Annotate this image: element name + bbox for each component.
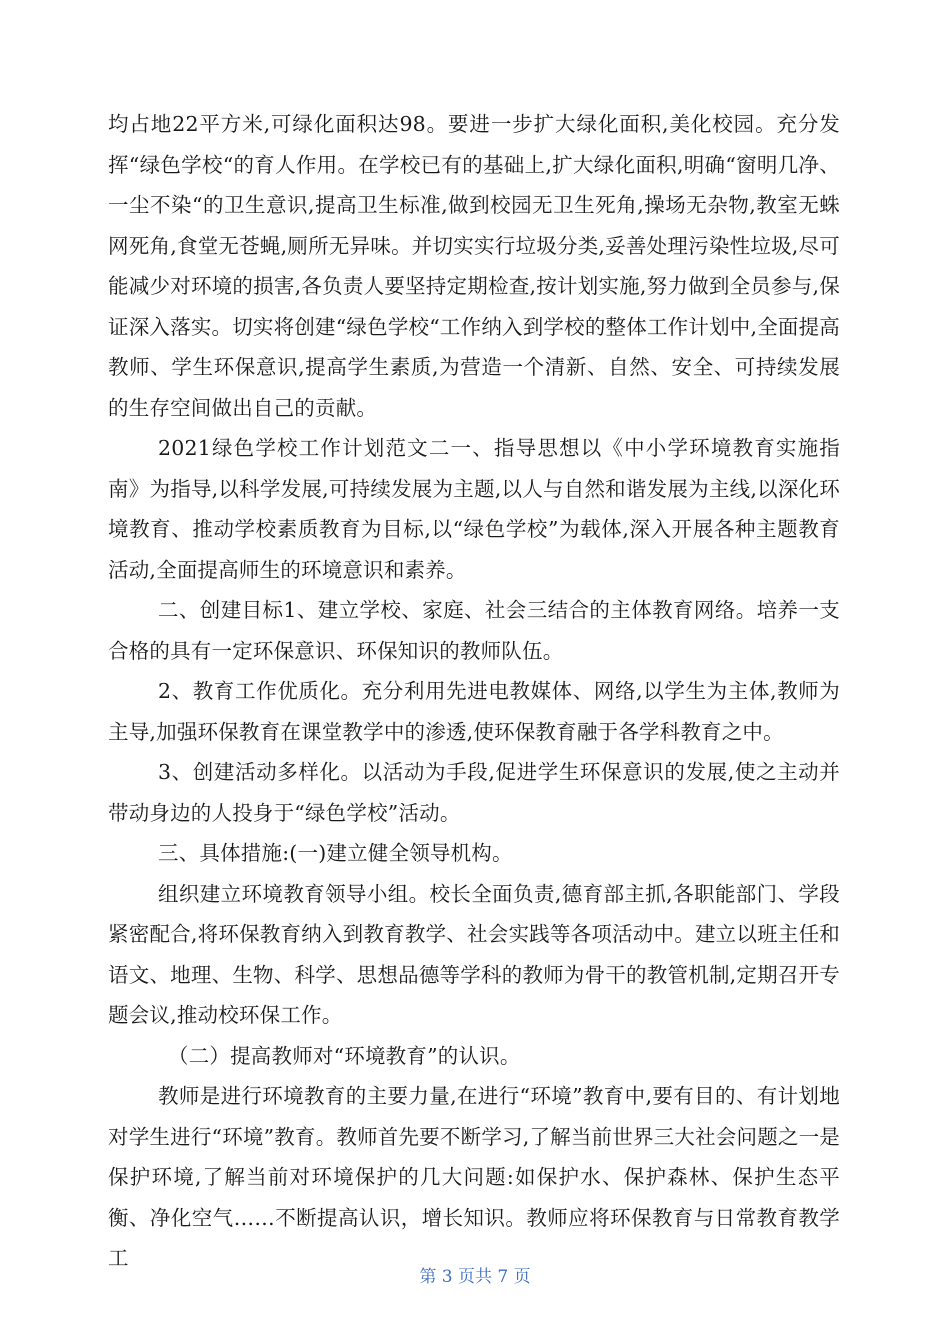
document-body (108, 104, 840, 1279)
paragraph-leadership-group: 组织建立环境教育领导小组。校长全面负责,德育部主抓,各职能部门、学段紧密配合,将环保教育纳入到教育教学、社会实践等各项活动中。建立以班主任和语文、地理、生物、科学、思想品德等学科的教师为骨干的教管机制,定期召开专题会议,推动校环保工作。 (108, 881, 840, 1027)
paragraph-teacher-role: 教师是进行环境教育的主要力量,在进行“环境”教育中,要有目的、有计划地对学生进行“环境”教育。教师首先要不断学习,了解当前世界三大社会问题之一是保护环境,了解当前对环境保护的几大问题:如保护水、保护森林、保护生态平衡、净化空气……不断提高认识，增长知识。教师应将环保教育与日常教育教学工 (108, 1084, 840, 1270)
paragraph-green-campus-goals: 均占地22平方米,可绿化面积达98。要进一步扩大绿化面积,美化校园。充分发挥“绿色学校“的育人作用。在学校已有的基础上,扩大绿化面积,明确“窗明几净、一尘不染“的卫生意识,提高卫生标准,做到校园无卫生死角,操场无杂物,教室无蛛网死角,食堂无苍蝇,厕所无异味。并切实实行垃圾分类,妥善处理污染性垃圾,尽可能减少对环境的损害,各负责人要坚持定期检查,按计划实施,努力做到全员参与,保证深入落实。切实将创建“绿色学校“工作纳入到学校的整体工作计划中,全面提高教师、学生环保意识,提高学生素质,为营造一个清新、自然、安全、可持续发展的生存空间做出自己的贡献。 (108, 112, 840, 420)
paragraph-creation-target-3: 3、创建活动多样化。以活动为手段,促进学生环保意识的发展,使之主动并带动身边的人投身于“绿色学校”活动。 (108, 760, 840, 825)
paragraph-guiding-ideology: 2021绿色学校工作计划范文二一、指导思想以《中小学环境教育实施指南》为指导,以科学发展,可持续发展为主题,以人与自然和谐发展为主线,以深化环境教育、推动学校素质教育为目标,以“绿色学校”为载体,深入开展各种主题教育活动,全面提高师生的环境意识和素养。 (108, 436, 840, 582)
heading-teacher-awareness: （二）提高教师对“环境教育”的认识。 (168, 1043, 521, 1068)
heading-specific-measures: 三、具体措施:(一)建立健全领导机构。 (158, 841, 513, 865)
page-number-footer: 第 3 页共 7 页 (419, 1267, 531, 1287)
paragraph-creation-target-2: 2、教育工作优质化。充分利用先进电教媒体、网络,以学生为主体,教师为主导,加强环保教育在课堂教学中的渗透,使环保教育融于各学科教育之中。 (108, 679, 840, 744)
paragraph-creation-target-1: 二、创建目标1、建立学校、家庭、社会三结合的主体教育网络。培养一支合格的具有一定环保意识、环保知识的教师队伍。 (108, 598, 840, 663)
